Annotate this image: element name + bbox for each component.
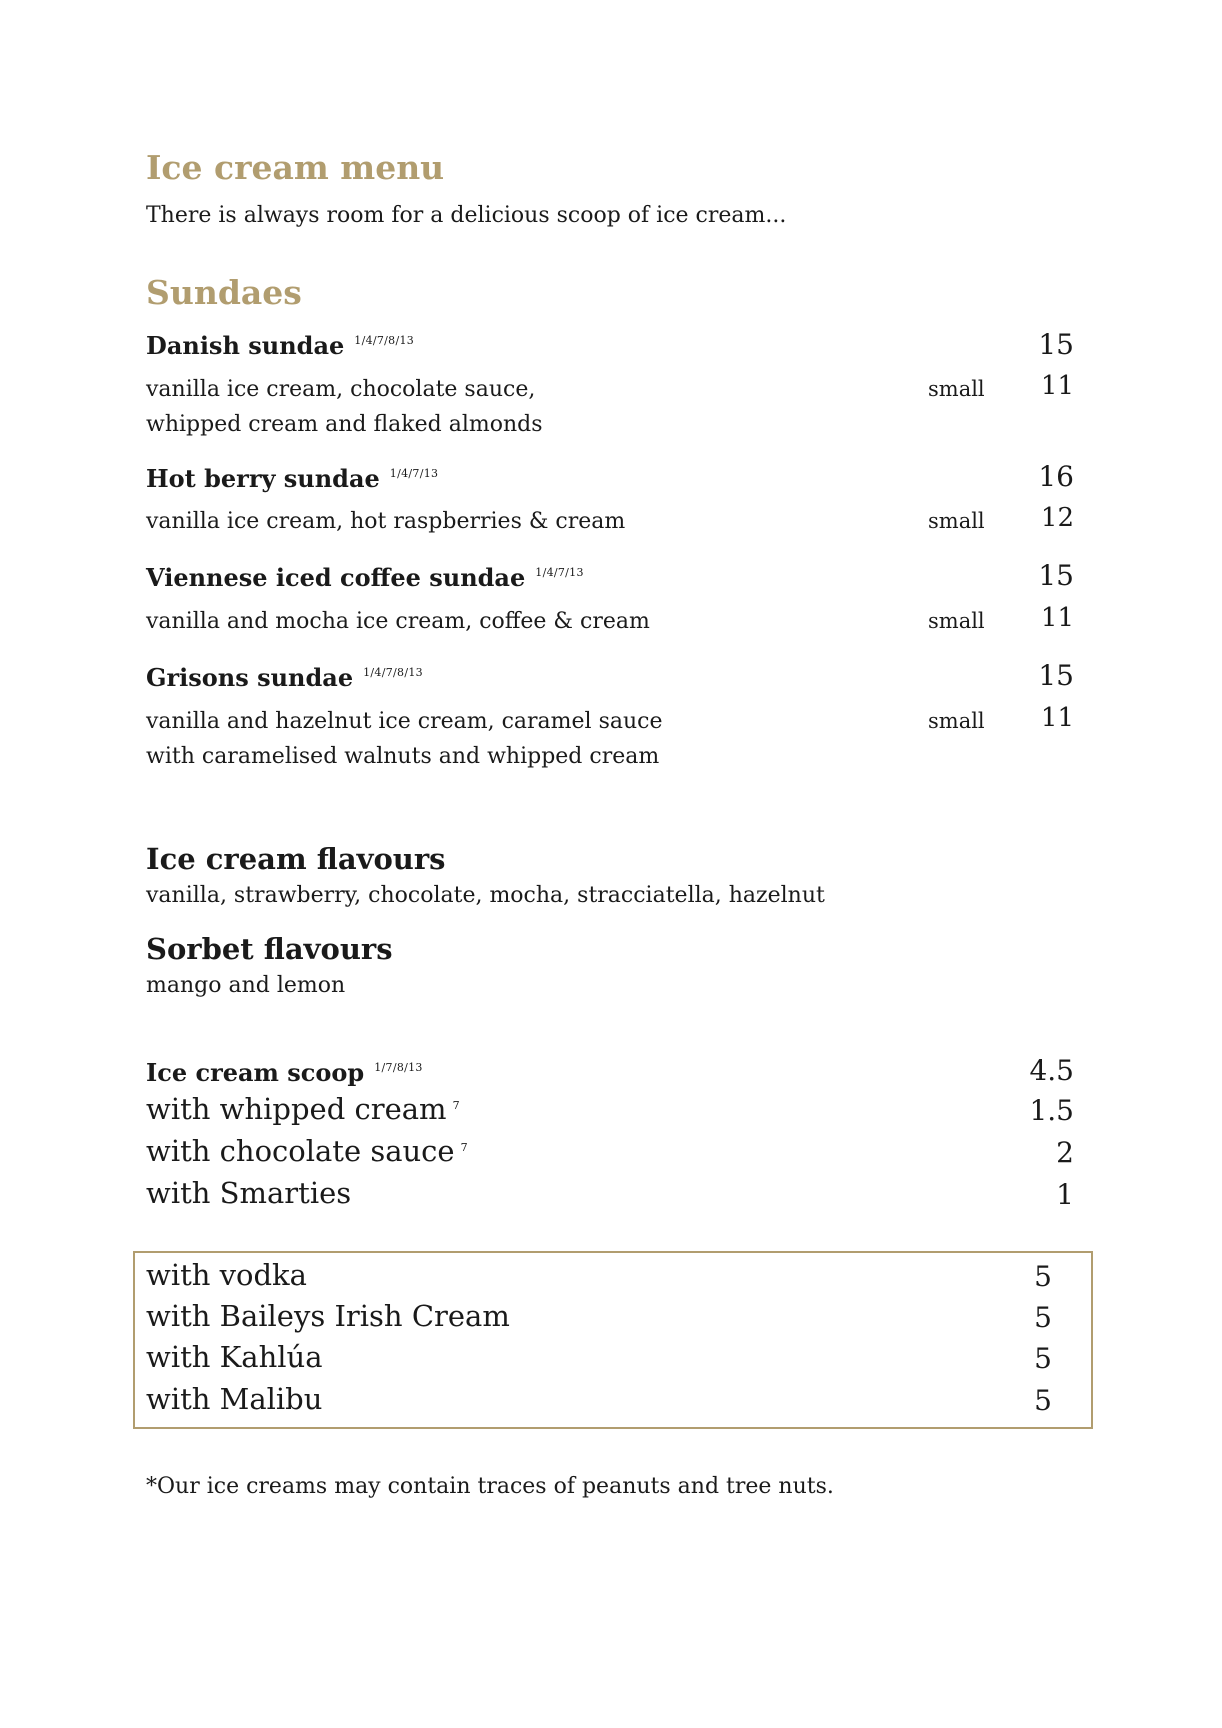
- description-line: vanilla and mocha ice cream, coffee & cream: [146, 609, 650, 634]
- item-name: Viennese iced coffee sundae: [146, 563, 526, 592]
- allergen-codes: 1/4/7/13: [389, 467, 439, 480]
- sundae-description: [146, 704, 662, 774]
- spirit-baileys: with Baileys Irish Cream: [146, 1299, 510, 1333]
- extra-label: with whipped cream: [146, 1092, 447, 1126]
- spirit-price: 5: [1034, 1260, 1052, 1293]
- spirit-vodka: with vodka: [146, 1258, 307, 1292]
- extra-label: with chocolate sauce: [146, 1134, 455, 1168]
- small-price: 11: [1040, 603, 1074, 633]
- description-line: whipped cream and flaked almonds: [146, 412, 543, 437]
- sundae-description: [146, 372, 543, 442]
- spirit-malibu: with Malibu: [146, 1382, 323, 1416]
- allergen-codes: 1/4/7/8/13: [354, 334, 415, 347]
- item-name: Danish sundae: [146, 331, 345, 360]
- extra-whipped-cream: [146, 1092, 460, 1126]
- small-price: 12: [1040, 503, 1074, 533]
- description-line: vanilla ice cream, hot raspberries & cream: [146, 509, 626, 534]
- item-name: Hot berry sundae: [146, 464, 380, 493]
- scoop-price: 4.5: [1029, 1054, 1074, 1087]
- sundaes-heading: Sundaes: [146, 273, 302, 312]
- extra-price: 2: [1056, 1136, 1074, 1169]
- small-price: 11: [1040, 371, 1074, 401]
- extra-price: 1: [1056, 1178, 1074, 1211]
- ice-cream-scoop-name: [146, 1058, 423, 1087]
- description-line: vanilla and hazelnut ice cream, caramel sauce: [146, 709, 663, 734]
- ice-cream-flavours-list: vanilla, strawberry, chocolate, mocha, stracciatella, hazelnut: [146, 883, 825, 908]
- sundae-price: 15: [1038, 559, 1074, 592]
- sundae-name-grisons: [146, 663, 423, 692]
- allergen-footnote: *Our ice creams may contain traces of peanuts and tree nuts.: [146, 1474, 834, 1499]
- sundae-description: [146, 604, 650, 639]
- description-line: vanilla ice cream, chocolate sauce,: [146, 377, 536, 402]
- extra-chocolate-sauce: [146, 1134, 468, 1168]
- intro-text: There is always room for a delicious scoop of ice cream...: [146, 203, 787, 228]
- sorbet-flavours-heading: Sorbet flavours: [146, 932, 393, 966]
- spirit-price: 5: [1034, 1342, 1052, 1375]
- item-name: Grisons sundae: [146, 663, 354, 692]
- sundae-name-hot-berry: [146, 464, 438, 493]
- small-size-label: small: [928, 709, 985, 733]
- sundae-name-danish: [146, 331, 414, 360]
- sundae-price: 15: [1038, 328, 1074, 361]
- page-title: Ice cream menu: [146, 148, 445, 187]
- sorbet-flavours-list: mango and lemon: [146, 973, 346, 998]
- extra-price: 1.5: [1029, 1094, 1074, 1127]
- small-size-label: small: [928, 509, 985, 533]
- sundae-name-viennese: [146, 563, 584, 592]
- allergen-codes: 1/4/7/13: [535, 566, 584, 579]
- sundae-price: 15: [1038, 659, 1074, 692]
- spirit-kahlua: with Kahlúa: [146, 1340, 323, 1374]
- small-size-label: small: [928, 609, 985, 633]
- small-size-label: small: [928, 377, 985, 401]
- allergen-codes: 7: [460, 1141, 468, 1154]
- extra-smarties: [146, 1176, 351, 1210]
- spirit-price: 5: [1034, 1384, 1052, 1417]
- sundae-price: 16: [1038, 460, 1074, 493]
- extra-label: with Smarties: [146, 1176, 352, 1210]
- ice-cream-flavours-heading: Ice cream flavours: [146, 842, 446, 876]
- description-line: with caramelised walnuts and whipped cream: [146, 744, 660, 769]
- sundae-description: [146, 504, 625, 539]
- small-price: 11: [1040, 703, 1074, 733]
- allergen-codes: 7: [452, 1099, 460, 1112]
- item-name: Ice cream scoop: [146, 1058, 365, 1087]
- allergen-codes: 1/7/8/13: [374, 1061, 423, 1074]
- spirit-price: 5: [1034, 1301, 1052, 1334]
- allergen-codes: 1/4/7/8/13: [363, 666, 423, 679]
